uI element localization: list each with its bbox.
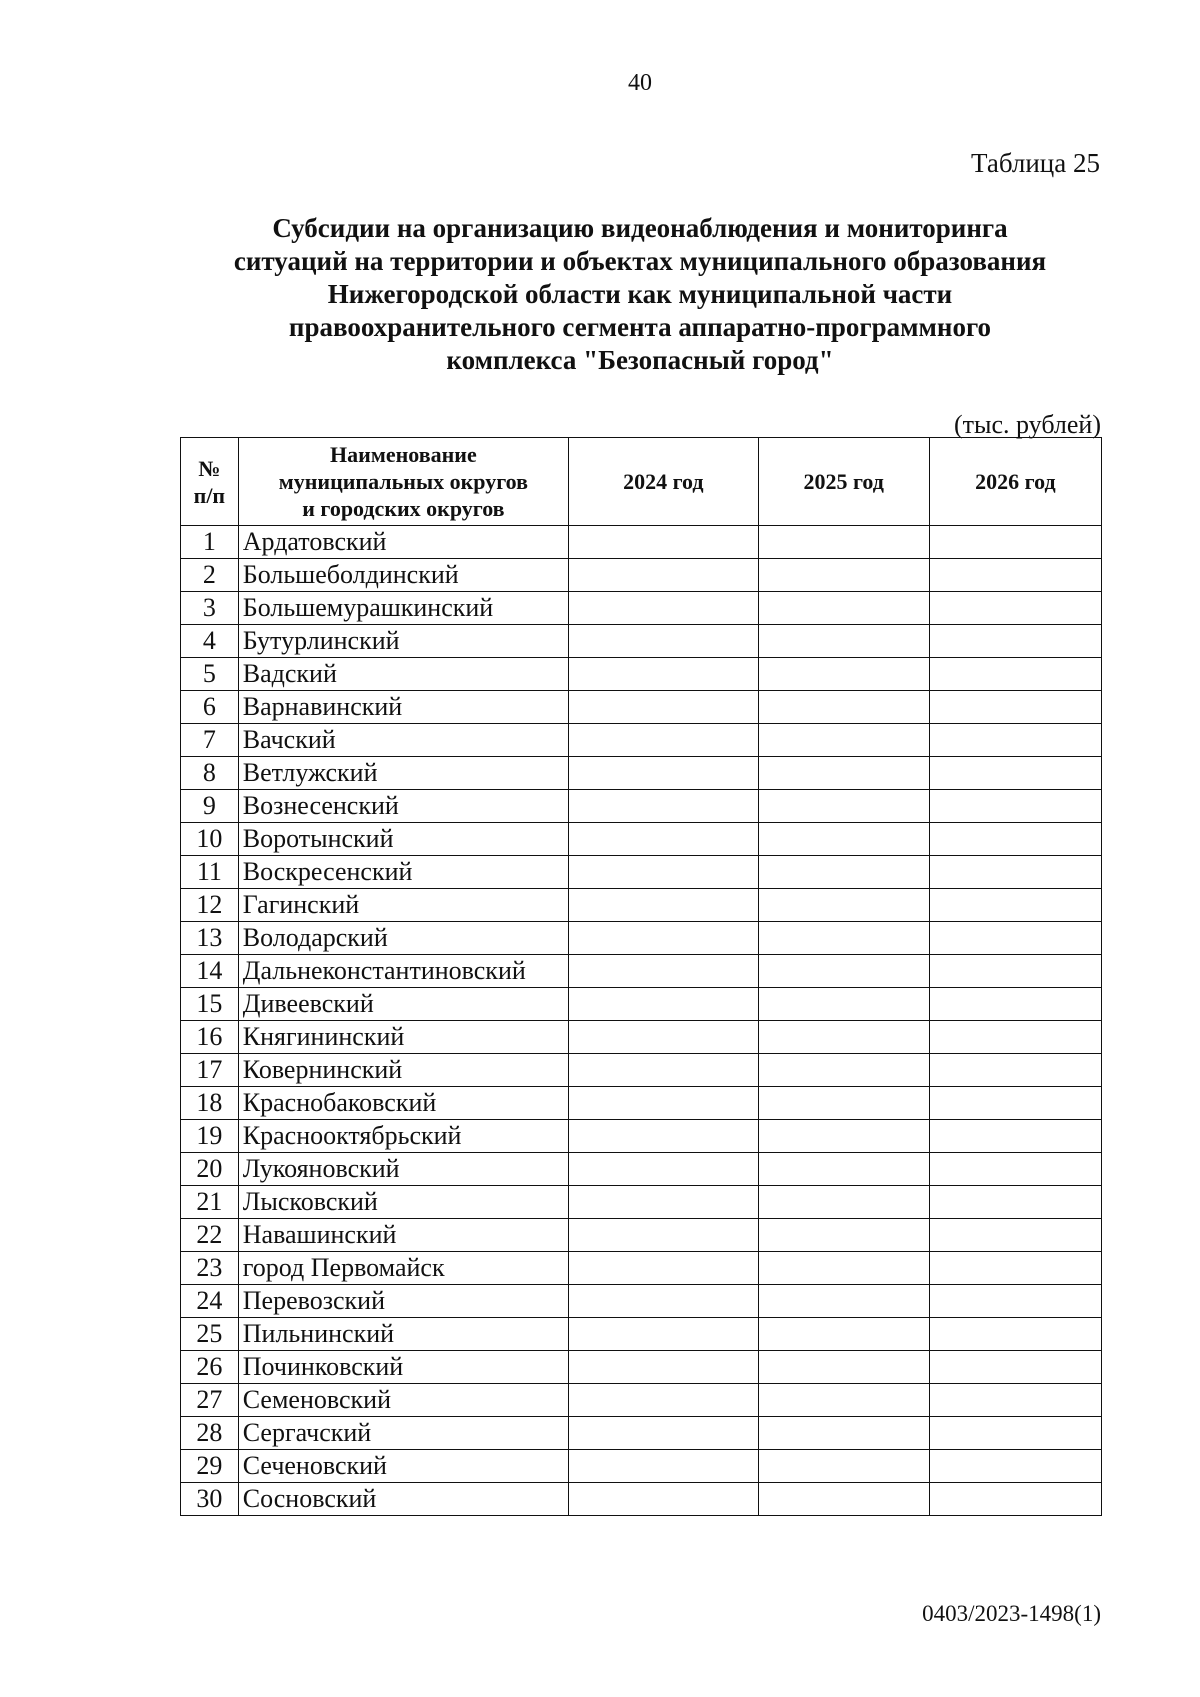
table-row	[181, 592, 1102, 625]
cell-2024	[569, 1384, 759, 1417]
row-number: 24	[181, 1285, 239, 1318]
municipality-name: Вадский	[238, 658, 568, 691]
table-row	[181, 691, 1102, 724]
cell-2026	[929, 724, 1101, 757]
subsidies-table	[180, 437, 1102, 1516]
table-row	[181, 1021, 1102, 1054]
cell-2026	[929, 1186, 1101, 1219]
municipality-name: Дивеевский	[238, 988, 568, 1021]
table-row	[181, 1450, 1102, 1483]
cell-2025	[758, 922, 929, 955]
table-row	[181, 988, 1102, 1021]
row-number: 3	[181, 592, 239, 625]
cell-2026	[929, 1219, 1101, 1252]
cell-2025	[758, 757, 929, 790]
cell-2025	[758, 658, 929, 691]
header-number	[181, 438, 239, 526]
table-row	[181, 1318, 1102, 1351]
municipality-name: Лысковский	[238, 1186, 568, 1219]
municipality-name: Дальнеконстантиновский	[238, 955, 568, 988]
table-label: Таблица 25	[971, 148, 1100, 178]
cell-2025	[758, 1285, 929, 1318]
municipality-name: Воскресенский	[238, 856, 568, 889]
cell-2024	[569, 988, 759, 1021]
cell-2026	[929, 757, 1101, 790]
municipality-name: Вознесенский	[238, 790, 568, 823]
municipality-name: Семеновский	[238, 1384, 568, 1417]
header-2026: 2026 год	[929, 438, 1101, 526]
cell-2026	[929, 1483, 1101, 1516]
cell-2024	[569, 1252, 759, 1285]
municipality-name: Сосновский	[238, 1483, 568, 1516]
cell-2026	[929, 1417, 1101, 1450]
title-line: правоохранительного сегмента аппаратно-программного	[288, 312, 992, 342]
table-row	[181, 955, 1102, 988]
cell-2025	[758, 1417, 929, 1450]
table-row	[181, 856, 1102, 889]
cell-2024	[569, 1318, 759, 1351]
row-number: 29	[181, 1450, 239, 1483]
cell-2026	[929, 691, 1101, 724]
cell-2026	[929, 889, 1101, 922]
title-line: Субсидии на организацию видеонаблюдения и мониторинга	[272, 213, 1008, 243]
municipality-name: Бутурлинский	[238, 625, 568, 658]
table-row	[181, 1186, 1102, 1219]
cell-2026	[929, 1120, 1101, 1153]
table-row	[181, 526, 1102, 559]
municipality-name: Варнавинский	[238, 691, 568, 724]
cell-2025	[758, 1120, 929, 1153]
cell-2025	[758, 1153, 929, 1186]
table-row	[181, 559, 1102, 592]
cell-2026	[929, 922, 1101, 955]
cell-2025	[758, 1087, 929, 1120]
cell-2024	[569, 1351, 759, 1384]
header-2025: 2025 год	[758, 438, 929, 526]
row-number: 11	[181, 856, 239, 889]
table-row	[181, 889, 1102, 922]
table-row	[181, 1120, 1102, 1153]
cell-2026	[929, 1351, 1101, 1384]
cell-2025	[758, 1219, 929, 1252]
municipality-name: Навашинский	[238, 1219, 568, 1252]
cell-2025	[758, 955, 929, 988]
table-row	[181, 757, 1102, 790]
table-row	[181, 724, 1102, 757]
cell-2024	[569, 889, 759, 922]
row-number: 2	[181, 559, 239, 592]
document-code: 0403/2023-1498(1)	[922, 1601, 1101, 1626]
table-row	[181, 1054, 1102, 1087]
header-name-line: и городских округов	[302, 496, 505, 521]
cell-2026	[929, 592, 1101, 625]
cell-2025	[758, 889, 929, 922]
cell-2025	[758, 1021, 929, 1054]
municipality-name: Пильнинский	[238, 1318, 568, 1351]
row-number: 12	[181, 889, 239, 922]
municipality-name: Сергачский	[238, 1417, 568, 1450]
cell-2026	[929, 790, 1101, 823]
table-row	[181, 1153, 1102, 1186]
cell-2024	[569, 1021, 759, 1054]
row-number: 1	[181, 526, 239, 559]
header-name-line: Наименование	[330, 442, 477, 467]
cell-2024	[569, 1417, 759, 1450]
row-number: 10	[181, 823, 239, 856]
cell-2026	[929, 1153, 1101, 1186]
cell-2026	[929, 856, 1101, 889]
cell-2026	[929, 658, 1101, 691]
header-name-line: муниципальных округов	[278, 469, 529, 494]
cell-2024	[569, 1120, 759, 1153]
table-row	[181, 1252, 1102, 1285]
row-number: 4	[181, 625, 239, 658]
row-number: 17	[181, 1054, 239, 1087]
cell-2025	[758, 1318, 929, 1351]
table-row	[181, 1285, 1102, 1318]
cell-2025	[758, 1483, 929, 1516]
cell-2024	[569, 1087, 759, 1120]
table-row	[181, 658, 1102, 691]
cell-2025	[758, 1252, 929, 1285]
cell-2026	[929, 1318, 1101, 1351]
municipality-name: Краснобаковский	[238, 1087, 568, 1120]
row-number: 27	[181, 1384, 239, 1417]
municipality-name: Вачский	[238, 724, 568, 757]
cell-2024	[569, 757, 759, 790]
row-number: 18	[181, 1087, 239, 1120]
cell-2024	[569, 658, 759, 691]
title-line: Нижегородской области как муниципальной части	[327, 279, 953, 309]
cell-2024	[569, 724, 759, 757]
municipality-name: Воротынский	[238, 823, 568, 856]
title-line: ситуаций на территории и объектах муниципального образования	[233, 246, 1047, 276]
cell-2025	[758, 1450, 929, 1483]
cell-2026	[929, 1450, 1101, 1483]
table-body	[181, 526, 1102, 1516]
table-row	[181, 790, 1102, 823]
row-number: 30	[181, 1483, 239, 1516]
row-number: 6	[181, 691, 239, 724]
table-header	[181, 438, 1102, 526]
row-number: 13	[181, 922, 239, 955]
units-label: (тыс. рублей)	[953, 410, 1101, 439]
row-number: 8	[181, 757, 239, 790]
header-row	[181, 438, 1102, 526]
cell-2026	[929, 1384, 1101, 1417]
municipality-name: Лукояновский	[238, 1153, 568, 1186]
table-row	[181, 823, 1102, 856]
cell-2024	[569, 823, 759, 856]
header-number-line: №	[198, 455, 221, 481]
row-number: 26	[181, 1351, 239, 1384]
municipality-name: Большеболдинский	[238, 559, 568, 592]
title-line: комплекса "Безопасный город"	[446, 345, 834, 375]
cell-2026	[929, 1252, 1101, 1285]
cell-2025	[758, 592, 929, 625]
municipality-name: город Первомайск	[238, 1252, 568, 1285]
municipality-name: Княгининский	[238, 1021, 568, 1054]
cell-2024	[569, 790, 759, 823]
cell-2024	[569, 592, 759, 625]
municipality-name: Ардатовский	[238, 526, 568, 559]
page-number: 40	[628, 70, 652, 96]
cell-2024	[569, 922, 759, 955]
cell-2024	[569, 955, 759, 988]
cell-2025	[758, 691, 929, 724]
row-number: 28	[181, 1417, 239, 1450]
row-number: 7	[181, 724, 239, 757]
row-number: 20	[181, 1153, 239, 1186]
cell-2026	[929, 1021, 1101, 1054]
cell-2025	[758, 856, 929, 889]
row-number: 23	[181, 1252, 239, 1285]
municipality-name: Большемурашкинский	[238, 592, 568, 625]
header-name	[238, 438, 568, 526]
row-number: 22	[181, 1219, 239, 1252]
row-number: 5	[181, 658, 239, 691]
cell-2026	[929, 1054, 1101, 1087]
cell-2025	[758, 988, 929, 1021]
cell-2026	[929, 955, 1101, 988]
municipality-name: Починковский	[238, 1351, 568, 1384]
cell-2024	[569, 559, 759, 592]
cell-2025	[758, 823, 929, 856]
row-number: 25	[181, 1318, 239, 1351]
header-number-line: п/п	[193, 482, 226, 508]
cell-2026	[929, 1087, 1101, 1120]
municipality-name: Гагинский	[238, 889, 568, 922]
table-row	[181, 1417, 1102, 1450]
cell-2025	[758, 790, 929, 823]
cell-2024	[569, 1054, 759, 1087]
municipality-name: Сеченовский	[238, 1450, 568, 1483]
cell-2025	[758, 526, 929, 559]
municipality-name: Перевозский	[238, 1285, 568, 1318]
cell-2026	[929, 625, 1101, 658]
cell-2024	[569, 1186, 759, 1219]
cell-2026	[929, 1285, 1101, 1318]
cell-2024	[569, 526, 759, 559]
cell-2024	[569, 1483, 759, 1516]
row-number: 14	[181, 955, 239, 988]
cell-2024	[569, 691, 759, 724]
cell-2026	[929, 988, 1101, 1021]
header-2024: 2024 год	[569, 438, 759, 526]
cell-2024	[569, 1219, 759, 1252]
cell-2024	[569, 1285, 759, 1318]
cell-2026	[929, 526, 1101, 559]
table-row	[181, 1351, 1102, 1384]
municipality-name: Володарский	[238, 922, 568, 955]
cell-2025	[758, 559, 929, 592]
table-row	[181, 1219, 1102, 1252]
municipality-name: Ковернинский	[238, 1054, 568, 1087]
table-row	[181, 1384, 1102, 1417]
row-number: 19	[181, 1120, 239, 1153]
cell-2025	[758, 1054, 929, 1087]
cell-2025	[758, 1351, 929, 1384]
table-row	[181, 922, 1102, 955]
cell-2025	[758, 724, 929, 757]
row-number: 16	[181, 1021, 239, 1054]
document-title	[180, 212, 1100, 377]
municipality-name: Краснооктябрьский	[238, 1120, 568, 1153]
cell-2025	[758, 625, 929, 658]
cell-2026	[929, 823, 1101, 856]
cell-2025	[758, 1186, 929, 1219]
table-row	[181, 1483, 1102, 1516]
table-row	[181, 625, 1102, 658]
cell-2025	[758, 1384, 929, 1417]
cell-2024	[569, 625, 759, 658]
cell-2024	[569, 1450, 759, 1483]
row-number: 21	[181, 1186, 239, 1219]
municipality-name: Ветлужский	[238, 757, 568, 790]
row-number: 9	[181, 790, 239, 823]
cell-2024	[569, 856, 759, 889]
table-row	[181, 1087, 1102, 1120]
cell-2024	[569, 1153, 759, 1186]
cell-2026	[929, 559, 1101, 592]
row-number: 15	[181, 988, 239, 1021]
